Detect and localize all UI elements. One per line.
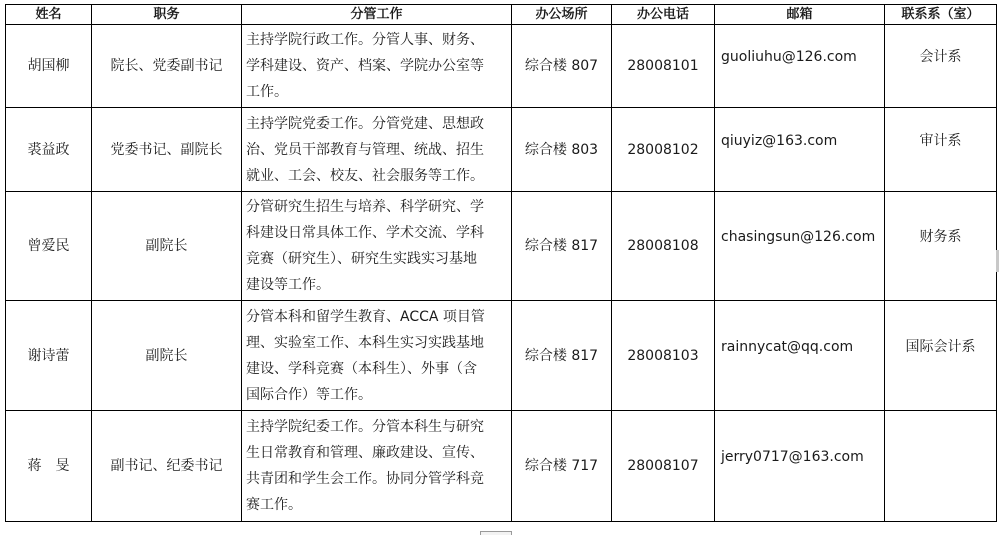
duties-cell [242,108,512,192]
duties-line: 生日常教育和管理、廉政建设、宣传、 [246,445,484,461]
phone-cell: 28008107 [612,411,715,522]
duties-line: 主持学院纪委工作。分管本科生与研究 [246,419,484,435]
staff-name: 胡国柳 [27,58,70,74]
phone-cell: 28008108 [612,192,715,301]
phone-cell: 28008103 [612,301,715,411]
position-cell: 副院长 [92,192,242,301]
position-cell: 副书记、纪委书记 [92,411,242,522]
name-cell [6,411,92,522]
duties-cell [242,25,512,108]
duties-line: 科建设日常具体工作、学术交流、学科 [246,225,484,241]
duties-line: 治、党员干部教育与管理、统战、招生 [246,141,484,158]
duties-line: 竞赛（研究生）、研究生实践实习基地 [246,251,477,267]
office-cell: 综合楼 807 [512,25,612,108]
email-cell [715,25,885,108]
phone-cell: 28008101 [612,25,715,108]
table-row [6,25,997,108]
department-cell [885,411,997,522]
duties-line: 主持学院行政工作。分管人事、财务、 [246,32,484,48]
duties-line: 就业、工会、校友、社会服务等工作。 [246,167,484,184]
phone-cell: 28008102 [612,108,715,192]
header-office: 办公场所 [512,5,612,25]
email-address: jerry0717@163.com [721,449,864,465]
horizontal-scroll-handle[interactable] [480,531,512,535]
duties-line: 工作。 [246,84,288,100]
department-name: 财务系 [919,229,962,245]
staff-directory-table [5,4,997,522]
department-name: 审计系 [919,132,962,149]
table-row [6,301,997,411]
department-cell [885,192,997,301]
staff-name: 曾爱民 [27,238,70,254]
duties-line: 共青团和学生会工作。协同分管学科竞 [246,471,484,487]
duties-line: 分管研究生招生与培养、科学研究、学 [246,199,484,215]
duties-cell [242,301,512,411]
department-cell [885,25,997,108]
duties-line: 主持学院党委工作。分管党建、思想政 [246,115,484,132]
position-cell: 党委书记、副院长 [92,108,242,192]
header-email: 邮箱 [715,5,885,25]
table-row [6,411,997,522]
table-row [6,192,997,301]
header-phone: 办公电话 [612,5,715,25]
department-name: 国际会计系 [905,338,976,355]
department-cell [885,301,997,411]
staff-name: 谢诗蕾 [27,347,70,364]
duties-line: 赛工作。 [246,497,302,513]
duties-line: 学科建设、资产、档案、学院办公室等 [246,58,484,74]
table-header-row [6,5,997,25]
office-cell: 综合楼 803 [512,108,612,192]
position-cell: 院长、党委副书记 [92,25,242,108]
name-cell [6,192,92,301]
duties-cell [242,411,512,522]
email-cell [715,192,885,301]
header-position: 职务 [92,5,242,25]
duties-line: 建设、学科竞赛（本科生）、外事（含 [246,360,477,377]
header-department: 联系系（室） [885,5,997,25]
table-row [6,108,997,192]
email-cell [715,301,885,411]
duties-line: 国际合作）等工作。 [246,386,372,403]
email-address: chasingsun@126.com [721,229,876,245]
header-name: 姓名 [6,5,92,25]
email-address: rainnycat@qq.com [721,338,854,355]
name-cell [6,25,92,108]
department-name: 会计系 [919,49,962,65]
office-cell: 综合楼 817 [512,301,612,411]
staff-name: 蒋 旻 [27,458,70,474]
department-cell [885,108,997,192]
duties-line: 理、实验室工作、本科生实习实践基地 [246,334,484,351]
office-cell: 综合楼 817 [512,192,612,301]
name-cell [6,108,92,192]
duties-cell [242,192,512,301]
position-cell: 副院长 [92,301,242,411]
email-address: qiuyiz@163.com [721,132,838,149]
name-cell [6,301,92,411]
duties-line: 建设等工作。 [246,277,330,293]
office-cell: 综合楼 717 [512,411,612,522]
email-cell [715,411,885,522]
email-address: guoliuhu@126.com [721,49,857,65]
header-duties: 分管工作 [242,5,512,25]
email-cell [715,108,885,192]
staff-name: 裘益政 [27,141,70,158]
duties-line: 分管本科和留学生教育、ACCA 项目管 [246,308,485,325]
